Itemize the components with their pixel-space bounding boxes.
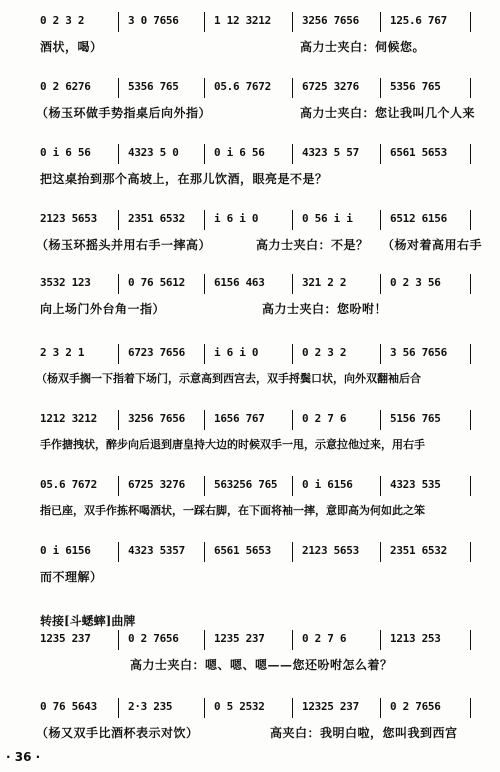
barline: [470, 698, 471, 718]
lyric-text: （杨双手搁一下指着下场门，示意高到西宫去，双手捋鬓口状，向外双翻袖后合: [36, 372, 421, 385]
barline: [292, 274, 293, 294]
barline: [118, 12, 119, 32]
barline: [118, 410, 119, 430]
barline: [470, 144, 471, 164]
measure: 321 2 2: [302, 276, 347, 289]
barline: [118, 78, 119, 98]
measure: 0 5 2532: [214, 700, 265, 713]
lyric-text: （杨对着高用右手: [382, 238, 483, 252]
barline: [380, 476, 381, 496]
measure: 1235 237: [214, 632, 265, 645]
notation-line: [0, 632, 500, 650]
barline: [118, 344, 119, 364]
measure: 4323 5 57: [302, 146, 359, 159]
measure: 1 12 3212: [214, 14, 271, 27]
barline: [470, 78, 471, 98]
barline: [118, 542, 119, 562]
measure: 1213 253: [390, 632, 441, 645]
barline: [380, 630, 381, 650]
measure: 05.6 7672: [214, 80, 271, 93]
barline: [470, 476, 471, 496]
measure: 3 56 7656: [390, 346, 447, 359]
measure: 6512 6156: [390, 212, 447, 225]
notation-line: [0, 346, 500, 364]
barline: [118, 698, 119, 718]
measure: 1212 3212: [40, 412, 97, 425]
barline: [204, 78, 205, 98]
measure: 4323 5357: [128, 544, 185, 557]
lyric-text: 酒状，喝）: [40, 40, 103, 54]
lyric-text: （杨玉环做手势指桌后向外指）: [36, 106, 212, 120]
barline: [204, 274, 205, 294]
barline: [204, 476, 205, 496]
measure: 2351 6532: [390, 544, 447, 557]
barline: [118, 476, 119, 496]
barline: [470, 210, 471, 230]
measure: 0 56 i i: [302, 212, 353, 225]
barline: [204, 210, 205, 230]
lyric-text: 高力士夹白：您吩咐！: [262, 302, 388, 316]
barline: [292, 542, 293, 562]
barline: [204, 542, 205, 562]
measure: 6561 5653: [390, 146, 447, 159]
barline: [118, 144, 119, 164]
measure: 2123 5653: [40, 212, 97, 225]
measure: 125.6 767: [390, 14, 447, 27]
barline: [204, 12, 205, 32]
notation-line: [0, 478, 500, 496]
lyric-text: 而不理解）: [40, 570, 103, 584]
barline: [380, 698, 381, 718]
barline: [470, 542, 471, 562]
notation-line: [0, 412, 500, 430]
measure: 05.6 7672: [40, 478, 97, 491]
notation-line: [0, 14, 500, 32]
measure: 0 2 7 6: [302, 412, 347, 425]
lyric-text: 高夹白：我明白啦，您叫我到西宫: [270, 726, 458, 740]
barline: [380, 144, 381, 164]
barline: [470, 12, 471, 32]
measure: 0 i 6 56: [214, 146, 265, 159]
barline: [470, 274, 471, 294]
measure: 6156 463: [214, 276, 265, 289]
barline: [292, 630, 293, 650]
measure: 3 0 7656: [128, 14, 179, 27]
measure: 6723 7656: [128, 346, 185, 359]
barline: [470, 344, 471, 364]
section-header: 转接[斗蟋蟀]曲牌: [40, 614, 136, 628]
measure: 1656 767: [214, 412, 265, 425]
barline: [470, 630, 471, 650]
barline: [380, 274, 381, 294]
measure: 0 i 6 56: [40, 146, 91, 159]
lyric-text: 高力士夹白：您让我叫几个人来: [300, 106, 476, 120]
barline: [292, 476, 293, 496]
lyric-text: 向上场门外台角一指）: [40, 302, 166, 316]
measure: 0 i 6156: [40, 544, 91, 557]
measure: 6725 3276: [128, 478, 185, 491]
measure: 563256 765: [214, 478, 278, 491]
measure: 0 2 3 2: [302, 346, 347, 359]
measure: 3532 123: [40, 276, 91, 289]
barline: [204, 144, 205, 164]
measure: 2·3 235: [128, 700, 173, 713]
barline: [380, 410, 381, 430]
barline: [204, 410, 205, 430]
measure: 0 2 7656: [128, 632, 179, 645]
measure: 3256 7656: [302, 14, 359, 27]
lyric-text: （杨又双手比酒杯表示对饮）: [36, 726, 199, 740]
barline: [380, 210, 381, 230]
notation-line: [0, 80, 500, 98]
measure: 6725 3276: [302, 80, 359, 93]
barline: [292, 210, 293, 230]
measure: 12325 237: [302, 700, 359, 713]
lyric-text: 指已座，双手作拣杯喝酒状，一踩右脚，在下面将袖一摔，意即高为何如此之笨: [40, 504, 425, 517]
notation-line: [0, 146, 500, 164]
barline: [292, 78, 293, 98]
measure: i 6 i 0: [214, 212, 259, 225]
barline: [204, 344, 205, 364]
measure: 0 76 5612: [128, 276, 185, 289]
notation-line: [0, 544, 500, 562]
notation-line: [0, 212, 500, 230]
lyric-text: 手作搪拽状，醉步向后退到唐皇持大边的时候双手一甩，示意拉他过来，用右手: [40, 438, 425, 451]
barline: [118, 274, 119, 294]
barline: [470, 410, 471, 430]
measure: 2123 5653: [302, 544, 359, 557]
barline: [292, 410, 293, 430]
measure: 0 2 6276: [40, 80, 91, 93]
barline: [292, 144, 293, 164]
barline: [380, 344, 381, 364]
barline: [380, 12, 381, 32]
lyric-text: 高力士夹白：不是？: [256, 238, 369, 252]
measure: 0 76 5643: [40, 700, 97, 713]
notation-line: [0, 276, 500, 294]
notation-line: [0, 700, 500, 718]
lyric-text: 高力士夹白：嗯、嗯、嗯——您还吩咐怎么着？: [130, 658, 393, 672]
measure: 0 2 7 6: [302, 632, 347, 645]
measure: 0 i 6156: [302, 478, 353, 491]
measure: 2351 6532: [128, 212, 185, 225]
measure: 4323 5 0: [128, 146, 179, 159]
barline: [292, 344, 293, 364]
barline: [292, 698, 293, 718]
barline: [380, 78, 381, 98]
measure: 1235 237: [40, 632, 91, 645]
barline: [380, 542, 381, 562]
measure: 5356 765: [128, 80, 179, 93]
lyric-text: 把这桌抬到那个高坡上，在那儿饮酒，眼亮是不是？: [40, 172, 328, 186]
measure: 2 3 2 1: [40, 346, 85, 359]
page-number: · 36 ·: [6, 750, 41, 764]
barline: [292, 12, 293, 32]
lyric-text: （杨玉环摇头并用右手一摔高）: [36, 238, 212, 252]
measure: 0 2 3 2: [40, 14, 85, 27]
measure: 3256 7656: [128, 412, 185, 425]
measure: 6561 5653: [214, 544, 271, 557]
measure: 0 2 3 56: [390, 276, 441, 289]
measure: 4323 535: [390, 478, 441, 491]
barline: [204, 698, 205, 718]
barline: [118, 630, 119, 650]
barline: [118, 210, 119, 230]
barline: [204, 630, 205, 650]
measure: i 6 i 0: [214, 346, 259, 359]
measure: 5156 765: [390, 412, 441, 425]
measure: 5356 765: [390, 80, 441, 93]
lyric-text: 高力士夹白：伺候您。: [300, 40, 426, 54]
measure: 0 2 7656: [390, 700, 441, 713]
